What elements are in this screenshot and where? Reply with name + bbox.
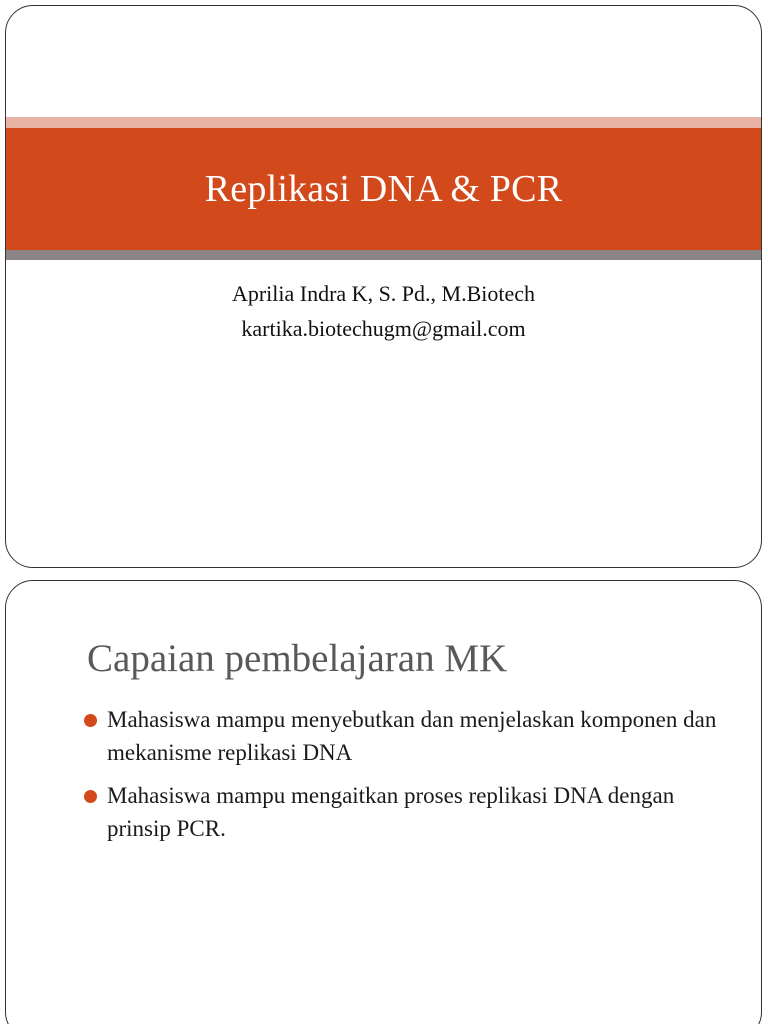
title-slide [5, 5, 762, 568]
title-band-top-stripe [6, 117, 761, 128]
title-band [6, 128, 761, 250]
slide-heading: Capaian pembelajaran MK [87, 637, 508, 680]
list-item [82, 779, 722, 845]
author-block [6, 276, 761, 346]
title-band-bottom-stripe [6, 250, 761, 260]
author-email: kartika.biotechugm@gmail.com [241, 316, 526, 341]
author-name: Aprilia Indra K, S. Pd., M.Biotech [231, 281, 536, 306]
content-slide [5, 580, 762, 1024]
bullet-dot-icon [84, 790, 97, 803]
bullet-list [82, 703, 722, 855]
bullet-text: Mahasiswa mampu menyebutkan dan menjelaskan komponen dan mekanisme replikasi DNA [107, 707, 717, 765]
bullet-text: Mahasiswa mampu mengaitkan proses replikasi DNA dengan prinsip PCR. [107, 783, 675, 841]
bullet-dot-icon [84, 714, 97, 727]
presentation-title: Replikasi DNA & PCR [204, 168, 563, 210]
list-item [82, 703, 722, 769]
